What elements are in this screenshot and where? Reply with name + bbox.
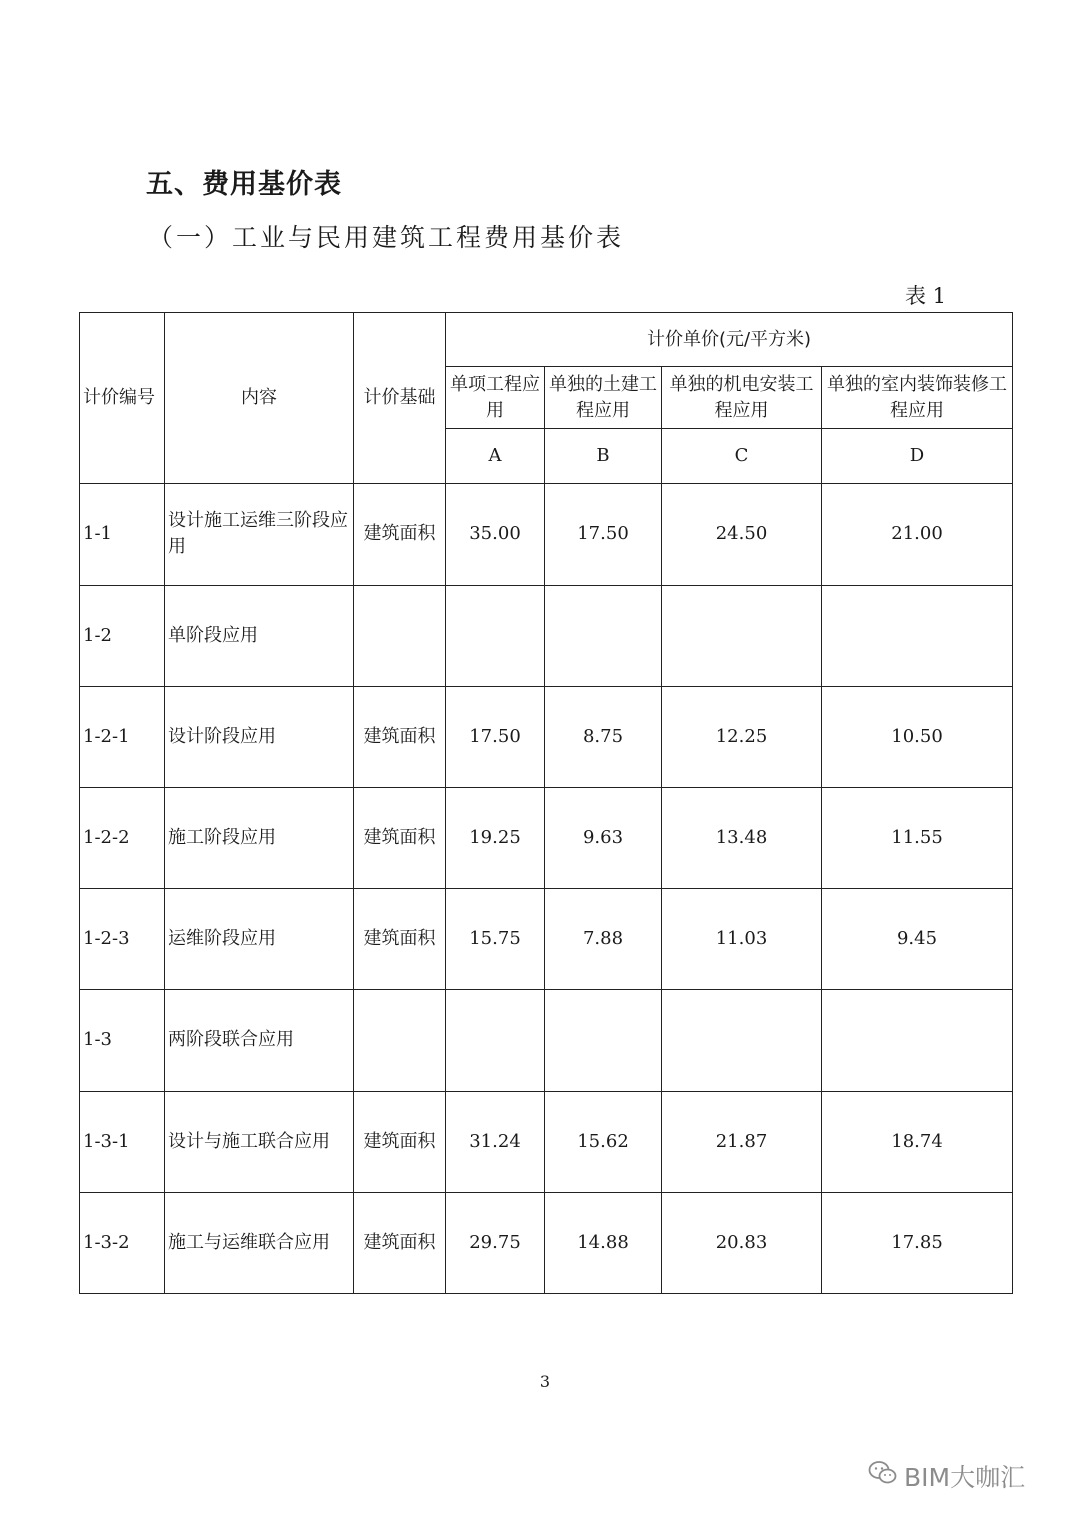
row-value-c <box>662 585 822 686</box>
row-content: 单阶段应用 <box>165 585 354 686</box>
table-row <box>80 484 1013 585</box>
row-value-b <box>545 585 662 686</box>
row-code: 1-3 <box>80 990 165 1091</box>
row-value-a: 15.75 <box>446 889 545 990</box>
header-basis: 计价基础 <box>354 313 446 484</box>
row-code: 1-2 <box>80 585 165 686</box>
row-basis: 建筑面积 <box>354 787 446 888</box>
row-basis: 建筑面积 <box>354 1192 446 1293</box>
row-content: 设计与施工联合应用 <box>165 1091 354 1192</box>
row-value-a: 17.50 <box>446 686 545 787</box>
section-title: 五、费用基价表 <box>146 169 342 200</box>
header-col-a: 单项工程应用 <box>446 367 545 429</box>
row-value-a <box>446 585 545 686</box>
sub-title: （一）工业与民用建筑工程费用基价表 <box>148 223 625 252</box>
row-code: 1-1 <box>80 484 165 585</box>
header-letter-a: A <box>446 429 545 484</box>
row-value-d: 10.50 <box>822 686 1013 787</box>
row-value-b <box>545 990 662 1091</box>
row-value-d <box>822 585 1013 686</box>
row-basis <box>354 990 446 1091</box>
row-value-b: 9.63 <box>545 787 662 888</box>
header-col-d: 单独的室内装饰装修工程应用 <box>822 367 1013 429</box>
header-col-b: 单独的土建工程应用 <box>545 367 662 429</box>
header-letter-b: B <box>545 429 662 484</box>
header-letter-c: C <box>662 429 822 484</box>
row-basis <box>354 585 446 686</box>
row-content: 运维阶段应用 <box>165 889 354 990</box>
row-value-c: 11.03 <box>662 889 822 990</box>
watermark-text: BIM大咖汇 <box>904 1463 1026 1492</box>
row-content: 施工阶段应用 <box>165 787 354 888</box>
row-value-b: 17.50 <box>545 484 662 585</box>
row-code: 1-3-2 <box>80 1192 165 1293</box>
row-value-c: 24.50 <box>662 484 822 585</box>
row-value-c: 21.87 <box>662 1091 822 1192</box>
row-value-a: 19.25 <box>446 787 545 888</box>
table-row <box>80 1091 1013 1192</box>
header-content: 内容 <box>165 313 354 484</box>
row-value-d: 17.85 <box>822 1192 1013 1293</box>
row-value-d <box>822 990 1013 1091</box>
table-row <box>80 787 1013 888</box>
header-col-c: 单独的机电安装工程应用 <box>662 367 822 429</box>
row-value-b: 15.62 <box>545 1091 662 1192</box>
row-basis: 建筑面积 <box>354 484 446 585</box>
row-value-d: 21.00 <box>822 484 1013 585</box>
table-row <box>80 990 1013 1091</box>
watermark <box>868 1458 1025 1494</box>
row-content: 设计阶段应用 <box>165 686 354 787</box>
row-content: 设计施工运维三阶段应用 <box>165 484 354 585</box>
row-value-a: 29.75 <box>446 1192 545 1293</box>
row-basis: 建筑面积 <box>354 889 446 990</box>
row-value-d: 11.55 <box>822 787 1013 888</box>
row-code: 1-3-1 <box>80 1091 165 1192</box>
table-row <box>80 1192 1013 1293</box>
wechat-icon <box>868 1460 898 1492</box>
row-value-a: 31.24 <box>446 1091 545 1192</box>
row-value-c: 20.83 <box>662 1192 822 1293</box>
row-value-a: 35.00 <box>446 484 545 585</box>
row-value-a <box>446 990 545 1091</box>
row-value-c: 12.25 <box>662 686 822 787</box>
row-code: 1-2-3 <box>80 889 165 990</box>
header-code: 计价编号 <box>80 313 165 484</box>
row-code: 1-2-1 <box>80 686 165 787</box>
table-row <box>80 585 1013 686</box>
table-row <box>80 889 1013 990</box>
row-content: 施工与运维联合应用 <box>165 1192 354 1293</box>
fee-table <box>79 312 1013 1294</box>
row-value-b: 14.88 <box>545 1192 662 1293</box>
row-content: 两阶段联合应用 <box>165 990 354 1091</box>
page-number: 3 <box>539 1372 551 1391</box>
table-label: 表 1 <box>905 284 947 308</box>
row-value-d: 18.74 <box>822 1091 1013 1192</box>
header-unit-price: 计价单价(元/平方米) <box>446 313 1013 367</box>
table-row <box>80 686 1013 787</box>
row-value-d: 9.45 <box>822 889 1013 990</box>
row-code: 1-2-2 <box>80 787 165 888</box>
row-basis: 建筑面积 <box>354 1091 446 1192</box>
row-value-b: 8.75 <box>545 686 662 787</box>
row-basis: 建筑面积 <box>354 686 446 787</box>
row-value-c <box>662 990 822 1091</box>
header-letter-d: D <box>822 429 1013 484</box>
row-value-c: 13.48 <box>662 787 822 888</box>
row-value-b: 7.88 <box>545 889 662 990</box>
